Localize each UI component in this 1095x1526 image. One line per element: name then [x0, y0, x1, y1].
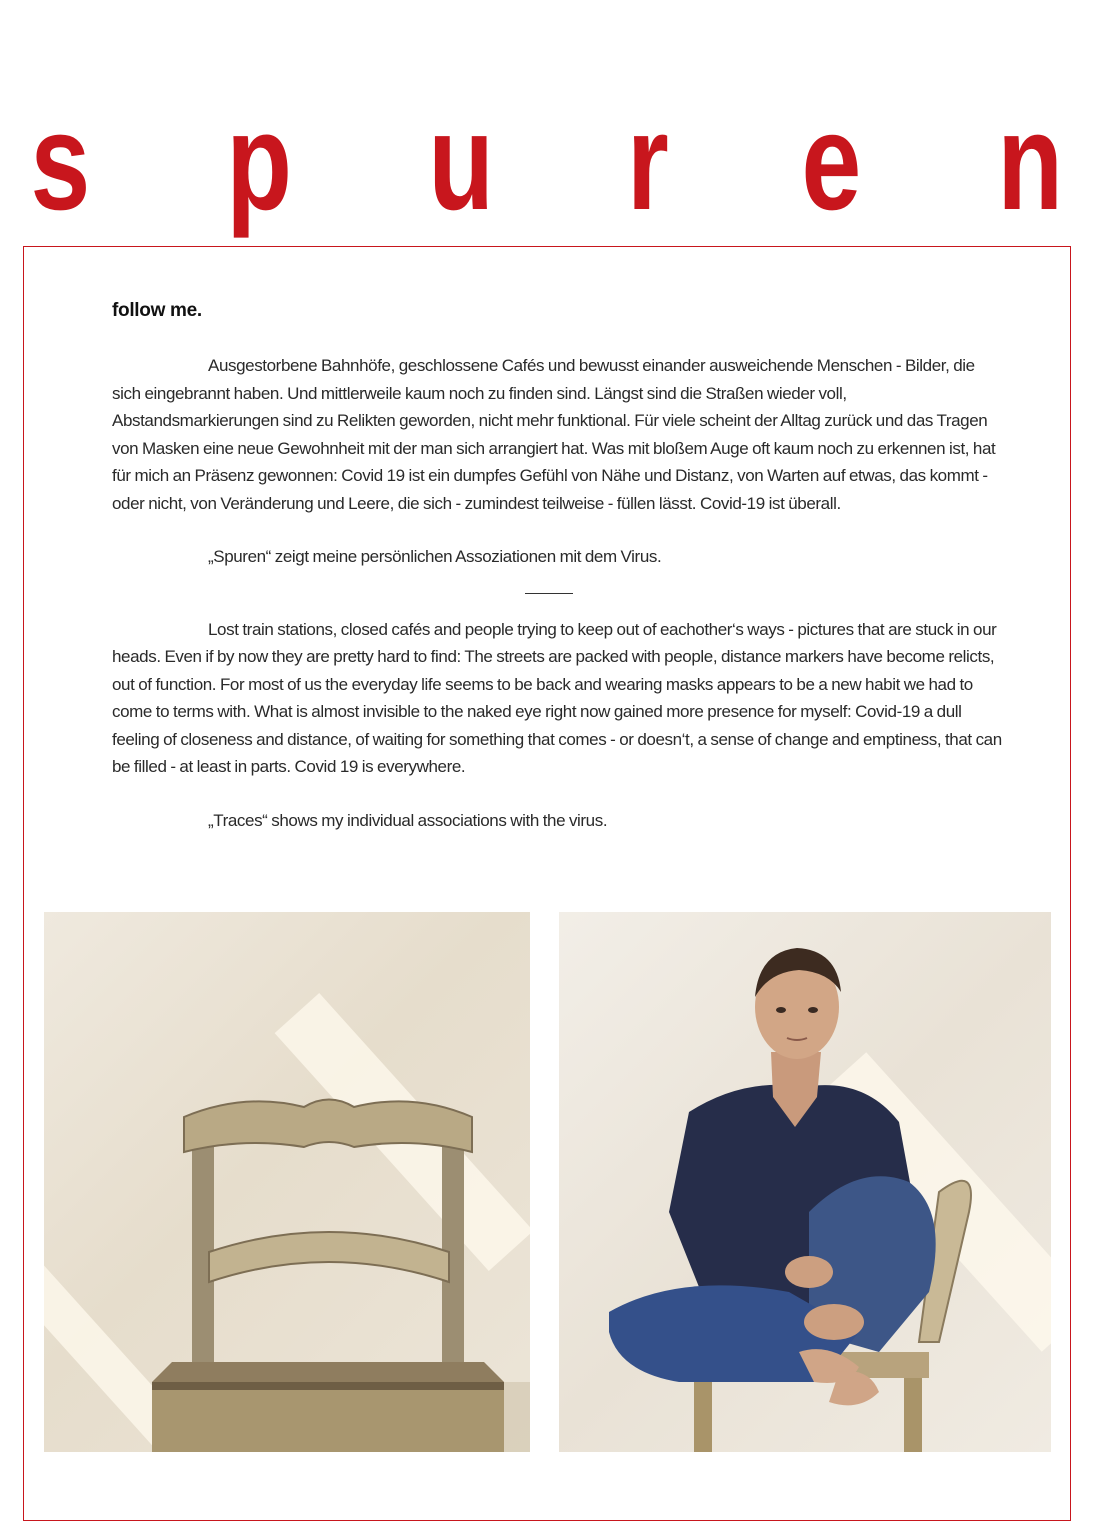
woman-on-chair-photo	[559, 912, 1051, 1452]
german-paragraph: Ausgestorbene Bahnhöfe, geschlossene Cafés und bewusst einander ausweichende Menschen - Bilder, die sich eingebrannt haben. Und mittlerweile kaum noch zu finden sind. Längst sind die Straßen wieder voll, Abstandsmarkierungen sind zu Relikten geworden, nicht mehr funktional. Für viele scheint der Alltag zurück und das Tragen von Masken eine neue Gewohnheit mit der man sich arrangiert hat. Was mit bloßem Auge oft kaum noch zu erkennen ist, hat für mich an Präsenz gewonnen: Covid 19 ist ein dumpfes Gefühl von Nähe und Distanz, von Warten auf etwas, das kommt - oder nicht, von Veränderung und Leere, die sich - zumindest teilweise - füllen lässt. Covid-19 ist überall.	[112, 356, 996, 513]
english-note: „Traces“ shows my individual associations with the virus.	[208, 810, 608, 830]
title-letter: e	[801, 85, 862, 239]
text-block	[112, 300, 1002, 834]
title-letter: r	[627, 85, 670, 239]
chair-photo	[44, 912, 530, 1452]
section-heading: follow me.	[112, 300, 202, 321]
section-divider	[525, 593, 573, 594]
title-letter: p	[225, 85, 292, 239]
title-letter: u	[428, 85, 495, 239]
page-title	[22, 85, 1072, 239]
title-letter: n	[996, 85, 1063, 239]
title-letter: s	[30, 85, 91, 239]
portrait-illustration	[559, 912, 1051, 1452]
english-paragraph: Lost train stations, closed cafés and people trying to keep out of eachother‘s ways - pictures that are stuck in our heads. Even if by now they are pretty hard to find: The streets are packed with people, distance markers have become relicts, out of function. For most of us the everyday life seems to be back and wearing masks appears to be a new habit we had to come to terms with. What is almost invisible to the naked eye right now gained more presence for myself: Covid-19 a dull feeling of closeness and distance, of waiting for something that comes - or doesn‘t, a sense of change and emptiness, that can be filled - at least in parts. Covid 19 is everywhere.	[112, 619, 1002, 776]
chair-illustration	[44, 912, 530, 1452]
german-note: „Spuren“ zeigt meine persönlichen Assoziationen mit dem Virus.	[208, 547, 662, 566]
